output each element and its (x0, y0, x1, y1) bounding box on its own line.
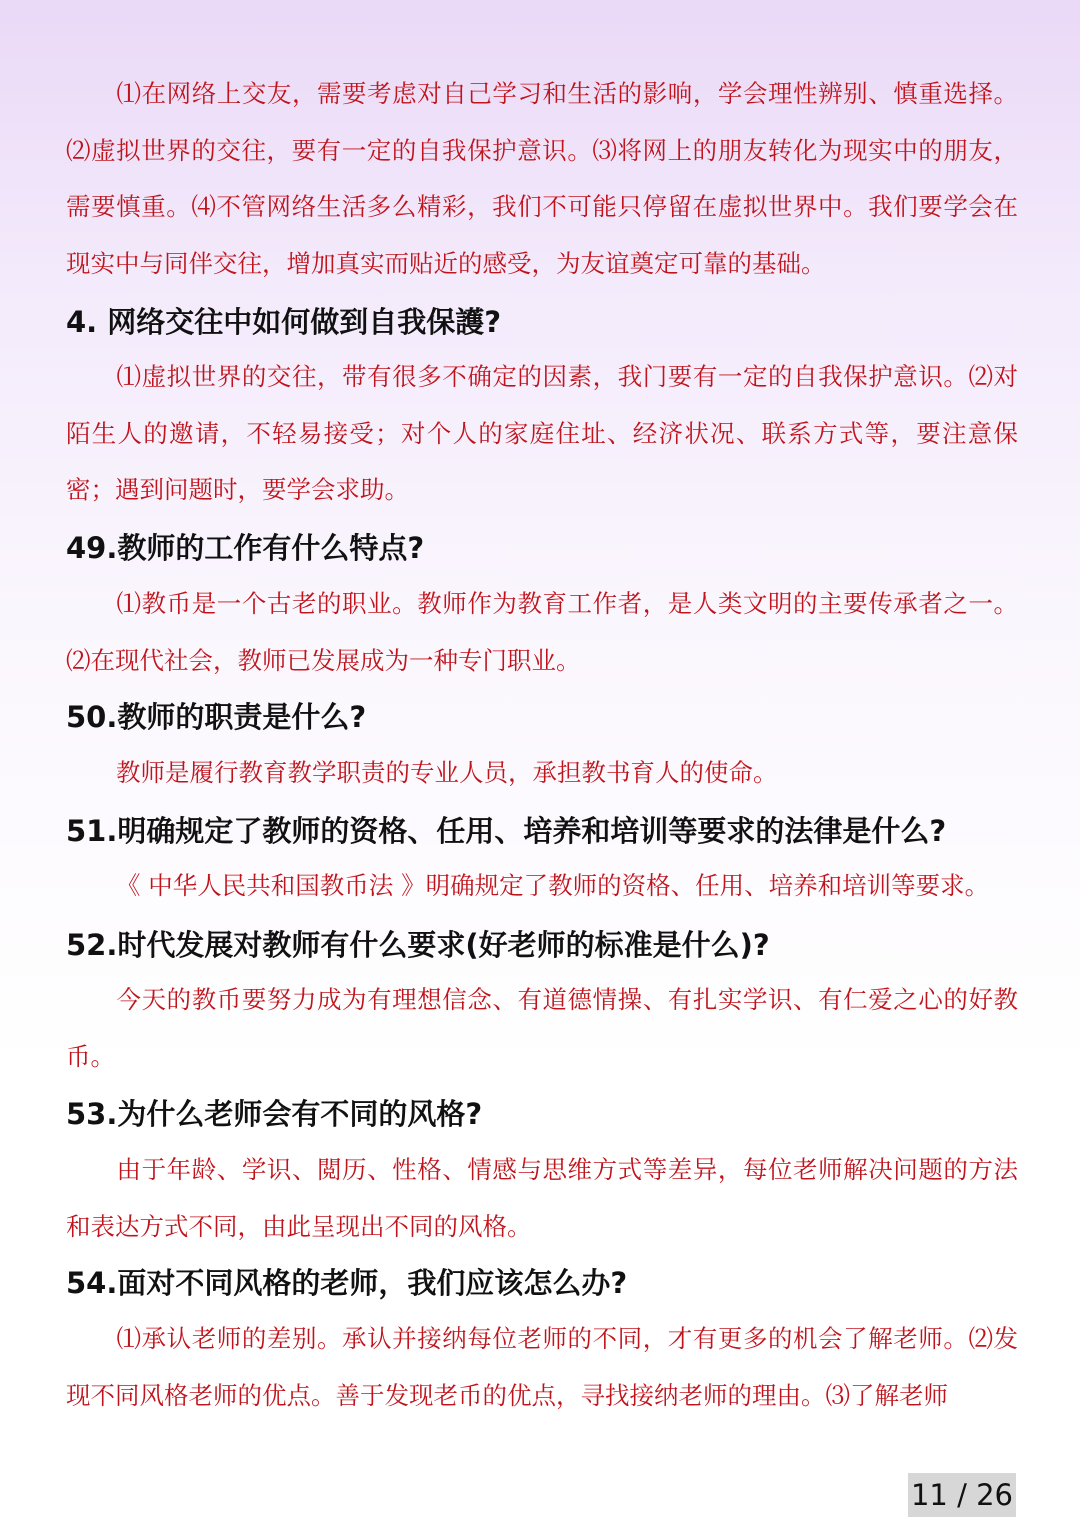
answer-paragraph-53 (66, 1142, 1018, 1255)
paragraph-text: 《 中华人民共和国教币法 》明确规定了教师的资格、任用、培养和培训等要求。 (116, 871, 990, 900)
question-heading-48: 4. 网络交往中如何做到自我保護? (66, 305, 502, 339)
paragraph-text: ⑴承认老师的差别。承认并接纳每位老师的不同，才有更多的机会了解老师。⑵发现不同风格老师的优点。善于发现老币的优点，寻找接纳老师的理由。⑶了解老师 (66, 1324, 1018, 1410)
question-heading-52: 52.时代发展对教师有什么要求(好老师的标准是什么)? (66, 928, 770, 962)
paragraph-text: ⑴教币是一个古老的职业。教师作为教育工作者，是人类文明的主要传承者之一。⑵在现代社会，教师已发展成为一种专门职业。 (66, 589, 1018, 675)
answer-paragraph-54 (66, 1311, 1018, 1424)
answer-paragraph-50 (66, 745, 1018, 802)
answer-paragraph-52 (66, 972, 1018, 1085)
question-heading-54: 54.面对不同风格的老师，我们应该怎么办? (66, 1266, 628, 1300)
answer-paragraph-51 (66, 858, 1018, 915)
page-number-indicator: 11 / 26 (908, 1473, 1016, 1517)
paragraph-text: 由于年龄、学识、閲历、性格、情感与思维方式等差异，每位老师解决问题的方法和表达方式不同，由此呈现出不同的风格。 (66, 1155, 1018, 1241)
paragraph-text: 教师是履行教育教学职责的专业人员，承担教书育人的使命。 (116, 758, 778, 787)
answer-paragraph-48 (66, 349, 1018, 519)
paragraph-text: 今天的教币要努力成为有理想信念、有道德情操、有扎实学识、有仁爱之心的好教币。 (66, 985, 1018, 1071)
question-heading-50: 50.教师的职责是什么? (66, 700, 367, 734)
question-heading-51: 51.明确规定了教师的资格、任用、培养和培训等要求的法律是什么? (66, 814, 947, 848)
answer-paragraph-49 (66, 576, 1018, 689)
question-heading-53: 53.为什么老师会有不同的风格? (66, 1097, 483, 1131)
paragraph-text: ⑴在网络上交友，需要考虑对自己学习和生活的影响，学会理性辨别、慎重选择。⑵虚拟世界的交往，要有一定的自我保护意识。⑶将网上的朋友转化为现实中的朋友，需要慎重。⑷不管网络生活多么精彩，我们不可能只停留在虚拟世界中。我们要学会在现实中与同伴交往，增加真实而贴近的感受，为友谊奠定可靠的基础。 (66, 79, 1018, 278)
paragraph-online-friendship (66, 66, 1018, 292)
question-heading-49: 49.教师的工作有什么特点? (66, 531, 425, 565)
paragraph-text: ⑴虚拟世界的交往，带有很多不确定的因素，我门要有一定的自我保护意识。⑵对陌生人的邀请，不轻易接受；对个人的家庭住址、经济状况、联系方式等，要注意保密；遇到问题时，要学会求助。 (66, 362, 1018, 504)
